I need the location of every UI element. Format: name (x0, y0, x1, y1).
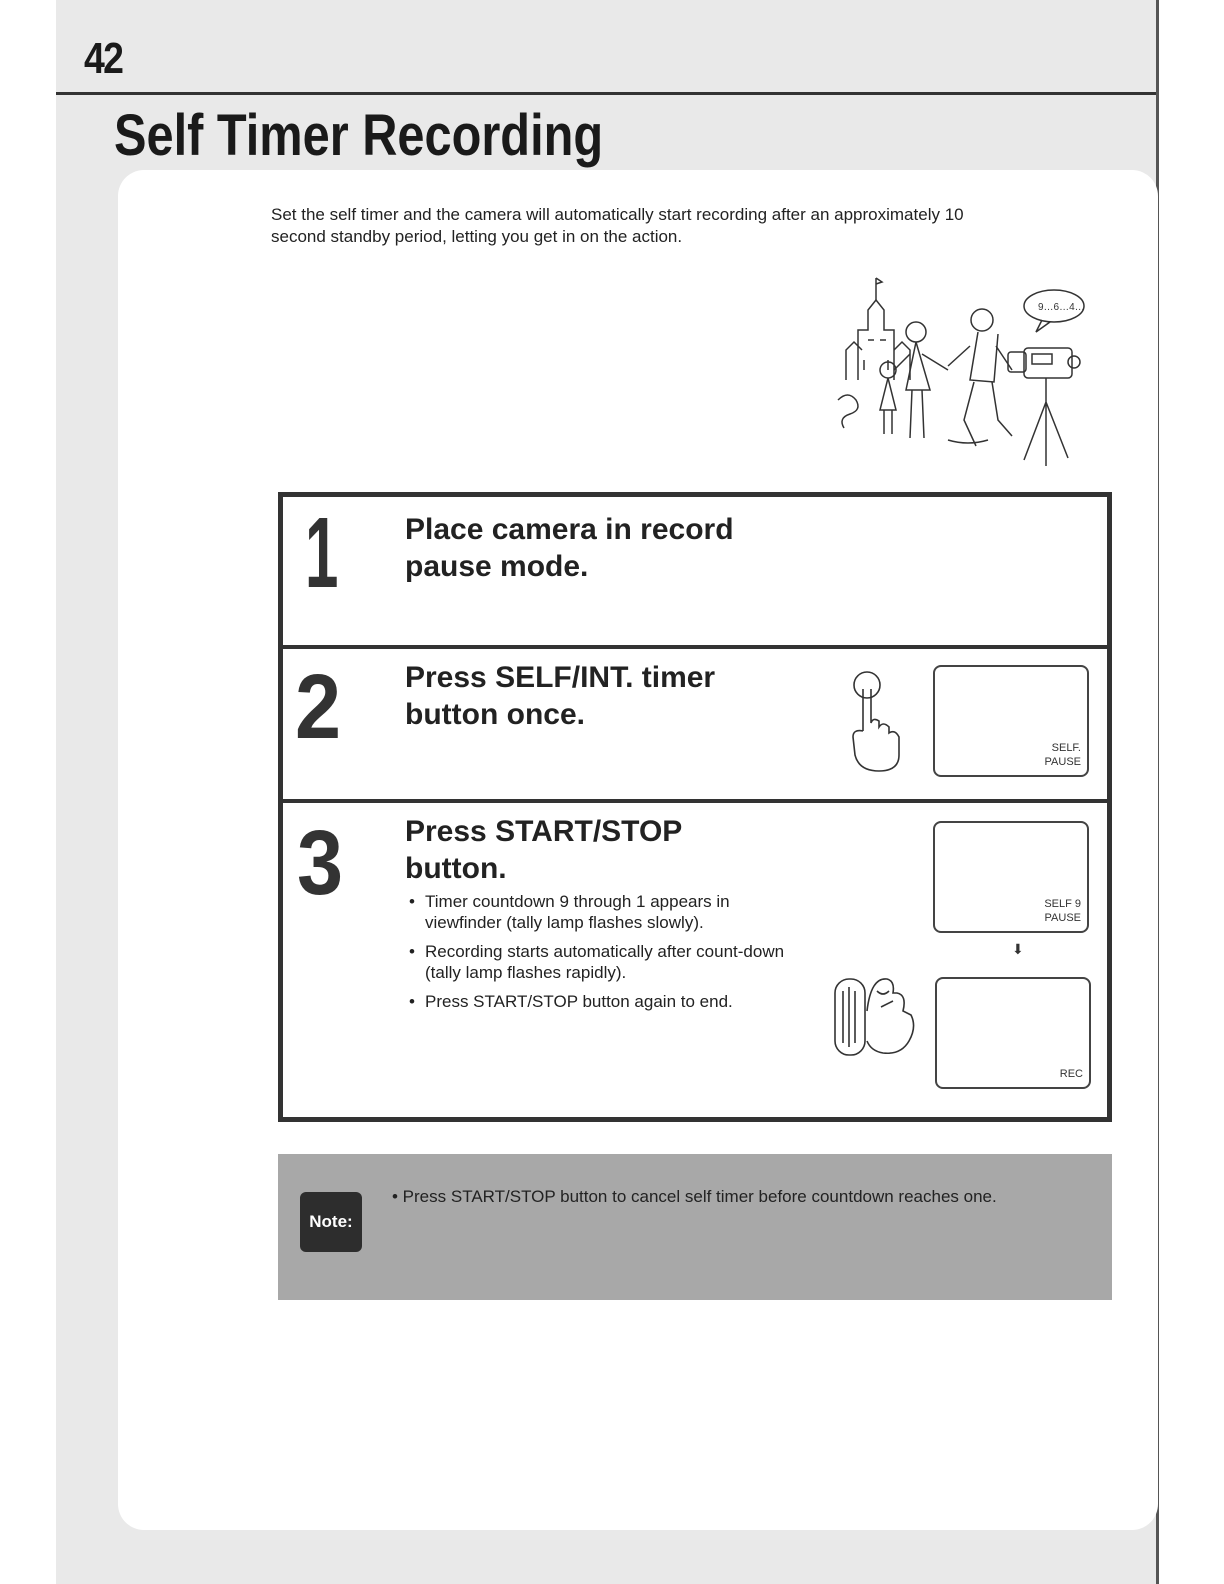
page-number: 42 (84, 34, 123, 83)
note-text: • Press START/STOP button to cancel self timer before countdown reaches one. (392, 1187, 997, 1206)
bullet-item: • Recording starts automatically after count-down (tally lamp flashes rapidly). (409, 941, 809, 983)
step-bullet-list (409, 891, 809, 1020)
intro-paragraph: Set the self timer and the camera will automatically start recording after an approximately 10 second standby period, letting you get in on the action. (271, 205, 964, 246)
viewfinder-line: REC (1059, 1068, 1083, 1080)
header-rule (56, 92, 1156, 95)
self-timer-illustration (798, 270, 1088, 480)
step-number: 1 (305, 497, 339, 609)
viewfinder-text (1045, 741, 1081, 769)
step-title: Place camera in record pause mode. (405, 513, 734, 583)
step-title: Press START/STOP button. (405, 815, 682, 885)
mother-figure-icon (894, 322, 948, 438)
viewfinder-display-recording (935, 977, 1091, 1089)
hand-pressing-button-icon (831, 971, 919, 1061)
step-number: 3 (297, 812, 344, 914)
viewfinder-text (1044, 897, 1081, 925)
father-figure-icon (948, 309, 1012, 446)
note-box (278, 1154, 1112, 1300)
castle-icon (846, 278, 910, 380)
viewfinder-display-countdown (933, 821, 1089, 933)
step-2 (283, 649, 1107, 803)
viewfinder-line: PAUSE (1044, 756, 1081, 768)
speech-bubble-text: 9…6…4… (1038, 302, 1085, 313)
step-number: 2 (295, 656, 342, 758)
viewfinder-line: PAUSE (1044, 912, 1081, 924)
steps-box (278, 492, 1112, 1122)
step-1 (283, 497, 1107, 649)
bullet-item: • Press START/STOP button again to end. (409, 991, 809, 1012)
viewfinder-line: SELF. (1051, 742, 1081, 754)
step-title: Press SELF/INT. timer button once. (405, 661, 716, 731)
viewfinder-display (933, 665, 1089, 777)
viewfinder-line: SELF 9 (1044, 898, 1081, 910)
content-panel (118, 170, 1158, 1530)
step-3 (283, 803, 1107, 1117)
bullet-item: • Timer countdown 9 through 1 appears in viewfinder (tally lamp flashes slowly). (409, 891, 809, 933)
viewfinder-text (1060, 1067, 1083, 1081)
manual-page (56, 0, 1159, 1584)
camcorder-on-tripod-icon (1008, 348, 1080, 466)
page-title: Self Timer Recording (114, 103, 604, 168)
note-label: Note: (300, 1192, 362, 1252)
pointing-finger-icon (843, 667, 909, 777)
arrow-down-icon: ⬇ (1012, 941, 1024, 957)
